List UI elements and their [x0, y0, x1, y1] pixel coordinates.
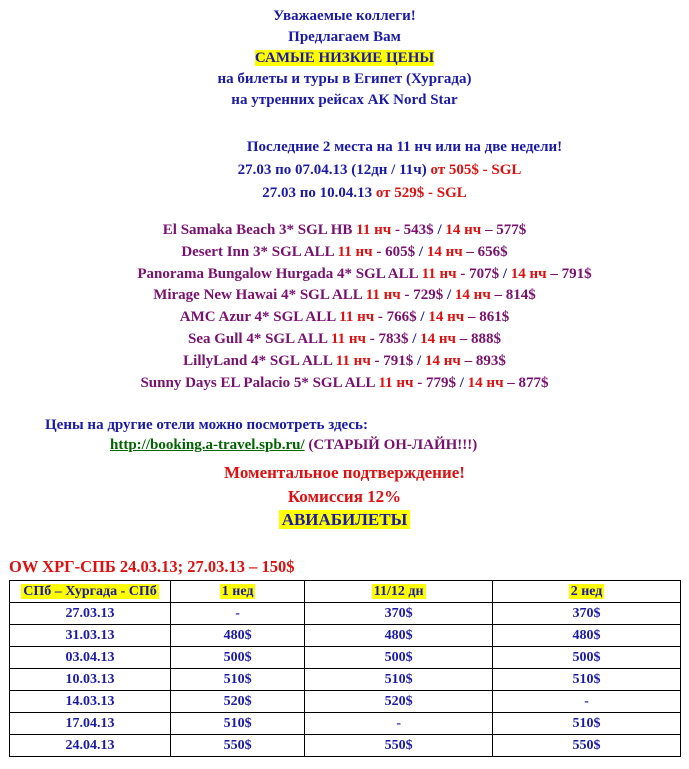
offer-row-2 [0, 182, 689, 205]
fares-table [9, 580, 681, 757]
one-way-fare: OW ХРГ-СПБ 24.03.13; 27.03.13 – 150$ [9, 557, 295, 576]
header-2-weeks: 2 нед [493, 581, 681, 603]
offer-block [0, 136, 689, 205]
booking-link[interactable]: http://booking.a-travel.spb.ru/ [110, 437, 305, 453]
hotel-row: Panorama Bungalow Hurgada 4* SGL ALL 11 нч - 707$ / 14 нч – 791$ [137, 265, 592, 282]
commission-text: Комиссия 12% [287, 487, 402, 506]
offer-row-2-price: от 529$ - SGL [375, 185, 467, 201]
link-note: (СТАРЫЙ ОН-ЛАЙН!!!) [308, 437, 478, 453]
offer-row-1 [0, 159, 689, 182]
table-row: 14.03.13 520$ 520$ - [10, 691, 681, 713]
table-row: 27.03.13 - 370$ 370$ [10, 603, 681, 625]
offer-row-1-dates: 27.03 по 07.04.13 (12дн / 11ч) [237, 162, 427, 178]
hotel-row: Sunny Days EL Palacio 5* SGL ALL 11 нч - 779$ / 14 нч – 877$ [140, 374, 549, 391]
hotel-row: LillyLand 4* SGL ALL 11 нч - 791$ / 14 нч – 893$ [183, 352, 506, 369]
air-tickets-label: АВИАБИЛЕТЫ [279, 510, 411, 529]
hotel-row: Sea Gull 4* SGL ALL 11 нч - 783$ / 14 нч – 888$ [187, 330, 502, 347]
greeting: Уважаемые коллеги! [273, 8, 416, 24]
intro-block [0, 6, 689, 111]
offer-line: Предлагаем Вам [288, 29, 401, 45]
air-tickets-heading [0, 509, 689, 531]
table-row: 31.03.13 480$ 480$ 480$ [10, 625, 681, 647]
tickets-line: на билеты и туры в Египет (Хургада) [217, 71, 472, 87]
table-row: 03.04.13 500$ 500$ 500$ [10, 647, 681, 669]
instant-confirmation: Моментальное подтверждение! [224, 463, 465, 482]
hotel-row: Desert Inn 3* SGL ALL 11 нч - 605$ / 14 нч – 656$ [181, 243, 508, 260]
offer-headline: Последние 2 места на 11 нч или на две недели! [246, 139, 563, 155]
hotel-list [0, 220, 689, 394]
table-row: 17.04.13 510$ - 510$ [10, 713, 681, 735]
table-row: 24.04.13 550$ 550$ 550$ [10, 735, 681, 757]
offer-row-2-dates: 27.03 по 10.04.13 [262, 185, 373, 201]
header-11-12-days: 11/12 дн [305, 581, 493, 603]
hotel-row: El Samaka Beach 3* SGL HB 11 нч - 543$ / 14 нч – 577$ [162, 222, 527, 238]
link-row [110, 437, 477, 454]
hotel-row: Mirage New Hawai 4* SGL ALL 11 нч - 729$ / 14 нч – 814$ [153, 287, 536, 304]
airline-line: на утренних рейсах АК Nord Star [231, 92, 458, 108]
header-route: СПб – Хургада - СПб [10, 581, 171, 603]
header-1-week: 1 нед [171, 581, 305, 603]
hotel-row: AMC Azur 4* SGL ALL 11 нч - 766$ / 14 нч – 861$ [179, 309, 510, 326]
table-header-row [10, 581, 681, 603]
lowest-prices-highlight: САМЫЕ НИЗКИЕ ЦЕНЫ [254, 50, 435, 66]
more-hotels-text: Цены на другие отели можно посмотреть здесь: [45, 417, 368, 433]
offer-row-1-price: от 505$ - SGL [430, 162, 522, 178]
table-row: 10.03.13 510$ 510$ 510$ [10, 669, 681, 691]
